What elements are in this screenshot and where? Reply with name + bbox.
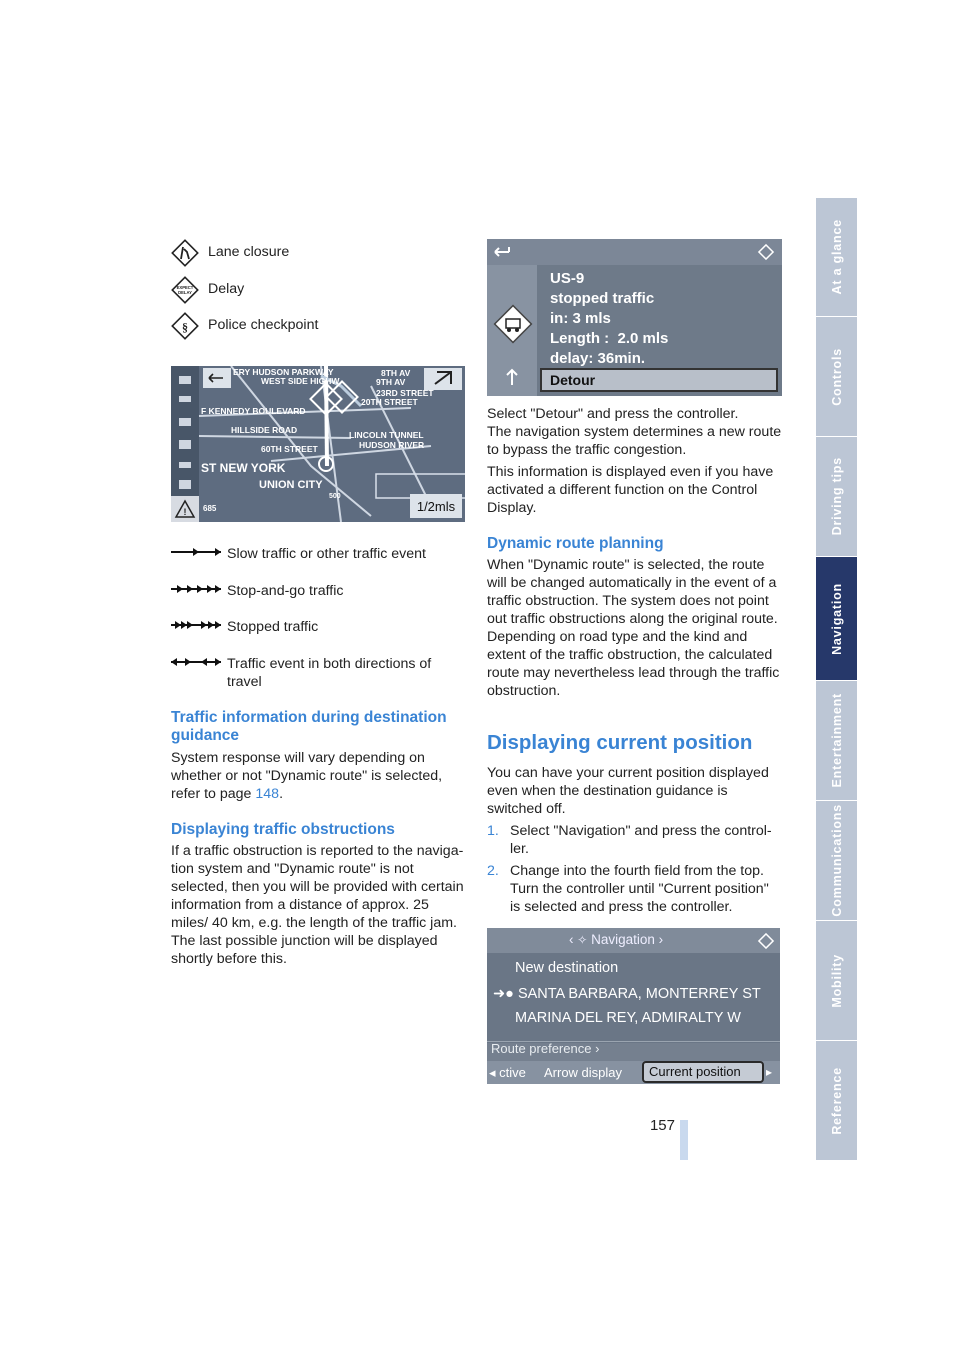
nav-item-new-destination[interactable]: New destination [515, 960, 619, 976]
traffic-legend-stopgo [171, 582, 471, 602]
tab-reference[interactable] [816, 1041, 857, 1160]
nav-item-text: SANTA BARBARA, MONTERREY ST [517, 986, 761, 1002]
nav-route-preference[interactable]: Route preference › [491, 1041, 600, 1056]
tab-mobility[interactable] [816, 921, 857, 1041]
step-number: 2. [487, 863, 499, 879]
settings-icon [757, 932, 775, 950]
nav-item-recent-2[interactable]: MARINA DEL REY, ADMIRALTY W [515, 1010, 741, 1026]
nav-title-text: Navigation [591, 932, 655, 947]
lane-closure-sign-icon [171, 239, 199, 267]
section-heading-current-position: Displaying current position [487, 731, 753, 754]
nav-arrow-display[interactable]: Arrow display [544, 1065, 623, 1080]
chapter-sidebar [816, 198, 857, 1160]
detour-button[interactable]: Detour [540, 368, 778, 392]
tab-controls[interactable] [816, 317, 857, 437]
svg-text:EXPECT: EXPECT [176, 285, 194, 290]
map-street-label: HILLSIDE ROAD [231, 425, 298, 435]
map-street-label: WEST SIDE HIGHW [261, 376, 340, 386]
section-heading-traffic-obstructions: Displaying traffic obstructions [171, 821, 395, 838]
section-heading-dynamic-route: Dynamic route planning [487, 535, 664, 552]
map-street-label: LINCOLN TUNNEL [349, 430, 424, 440]
paragraph-new-route: The navigation system determines a new route to bypass the traffic congestion. [487, 424, 782, 458]
text: . [279, 786, 284, 802]
traffic-legend-label: Traffic event in both directions of travel [227, 656, 432, 690]
paragraph-select-detour: Select "Detour" and press the controller. [487, 406, 739, 422]
map-street-label: 23RD STREET [376, 388, 434, 398]
both-directions-traffic-line-icon [171, 657, 223, 667]
tab-label: At a glance [829, 219, 844, 295]
detour-topbar [487, 239, 782, 265]
route-pref-text: Route preference [491, 1041, 592, 1056]
detour-line: delay: 36min. [550, 350, 646, 367]
traffic-legend-stopped [171, 618, 471, 638]
legend-lane-closure [171, 239, 471, 267]
paragraph-obstruction-info: If a traffic obstruction is reported to the naviga-tion system and "Dynamic route" is not selected, then you will be provided with certain information from a distance of approx. 25 miles/ 40 km, e.g. the length of the traffic jam. [171, 843, 464, 931]
page-number-bar [680, 1120, 688, 1160]
legend-label: Police checkpoint [208, 317, 319, 333]
map-street-label: 9TH AV [376, 377, 406, 387]
tab-label: Reference [829, 1066, 844, 1135]
tab-driving-tips[interactable] [816, 437, 857, 557]
tab-entertainment[interactable] [816, 681, 857, 801]
nav-bottom-next[interactable]: ▸ [766, 1065, 773, 1079]
step-text: Change into the fourth field from the top. Turn the controller until "Current position" is selected and press the controller. [510, 863, 769, 915]
nav-item-recent-1[interactable]: ➜● SANTA BARBARA, MONTERREY ST [493, 986, 761, 1002]
slow-traffic-line-icon [171, 547, 223, 557]
detour-line: stopped traffic [550, 290, 655, 307]
map-street-label: 8TH AV [381, 368, 411, 378]
section-heading-traffic-info: Traffic information during destination guidance [171, 709, 447, 744]
traffic-legend-label: Slow traffic or other traffic event [227, 546, 426, 562]
detour-line: Length : 2.0 mls [550, 330, 669, 347]
map-street-label: HUDSON RIVER [359, 440, 425, 450]
paragraph-last-junction: The last possible junction will be displayed shortly before this. [171, 933, 438, 967]
detour-screenshot [487, 239, 782, 396]
detour-line: in: 3 mls [550, 310, 611, 327]
map-scale: 1/2mls [416, 499, 456, 514]
paragraph-current-position: You can have your current position displayed even when the destination guidance is switched off. [487, 765, 769, 817]
paragraph-dynamic-route: When "Dynamic route" is selected, the route will be changed automatically in the event of a traffic obstruction. The system does not point out traffic obstructions along the original route. Depending on road type and the kind and extent of the traffic obstruction, the calculated route may nevertheless lead through the traffic obstruction. [487, 557, 780, 699]
step-number: 1. [487, 823, 499, 839]
stop-and-go-traffic-line-icon [171, 584, 223, 594]
paragraph-info-displayed: This information is displayed even if you have activated a different function on the Control Display. [487, 464, 774, 516]
settings-icon [757, 243, 775, 261]
tab-label: Communications [829, 804, 844, 917]
map-street-label: UNION CITY [259, 479, 323, 491]
tab-label: Driving tips [829, 457, 844, 536]
nav-bottom-prev[interactable]: ◂ ctive [489, 1065, 526, 1080]
tab-at-a-glance[interactable] [816, 198, 857, 317]
svg-text:DELAY: DELAY [178, 290, 192, 295]
map-screenshot [171, 366, 465, 522]
traffic-legend-both [171, 655, 471, 695]
tab-label: Navigation [829, 582, 844, 655]
tab-label: Entertainment [829, 693, 844, 788]
legend-delay [171, 276, 471, 304]
nav-title: ‹ ✧ Navigation › [569, 932, 664, 947]
map-street-label: 685 [203, 504, 217, 513]
svg-text:§: § [182, 320, 188, 334]
paragraph-system-response [171, 749, 466, 803]
traffic-legend-slow [171, 545, 471, 565]
map-street-label: 500 [329, 493, 341, 500]
svg-text:!: ! [183, 507, 187, 517]
nav-bottom-text: ctive [499, 1065, 526, 1080]
delay-sign-icon [171, 276, 199, 304]
tab-label: Mobility [829, 953, 844, 1008]
map-graphic [171, 366, 465, 522]
stopped-traffic-line-icon [171, 620, 223, 630]
map-street-label: F KENNEDY BOULEVARD [201, 406, 306, 416]
map-street-label: 60TH STREET [261, 444, 318, 454]
legend-label: Delay [208, 281, 245, 297]
up-arrow-icon [504, 367, 520, 387]
page-number: 157 [649, 1117, 675, 1134]
traffic-legend-label: Stopped traffic [227, 619, 319, 635]
map-street-label: ERY HUDSON PARKWAY [233, 367, 334, 377]
traffic-jam-sign-icon [492, 303, 534, 345]
map-street-label: 20TH STREET [361, 397, 418, 407]
text: System response will vary depending on whether or not "Dynamic route" is selected, refer to page [171, 750, 443, 802]
traffic-legend-label: Stop-and-go traffic [227, 583, 344, 599]
legend-police-checkpoint [171, 312, 471, 340]
tab-label: Controls [829, 347, 844, 406]
police-checkpoint-sign-icon [171, 312, 199, 340]
back-arrow-icon [493, 245, 513, 259]
map-street-label: ST NEW YORK [201, 461, 286, 475]
step-text: Select "Navigation" and press the control-ler. [510, 823, 772, 857]
navigation-screenshot [487, 928, 780, 1084]
legend-label: Lane closure [208, 244, 290, 260]
detour-road: US-9 [550, 270, 585, 287]
tab-communications[interactable] [816, 801, 857, 921]
nav-current-position-button[interactable]: Current position [642, 1061, 764, 1083]
tab-navigation[interactable] [816, 557, 857, 681]
page-link-148[interactable]: 148 [255, 786, 280, 802]
